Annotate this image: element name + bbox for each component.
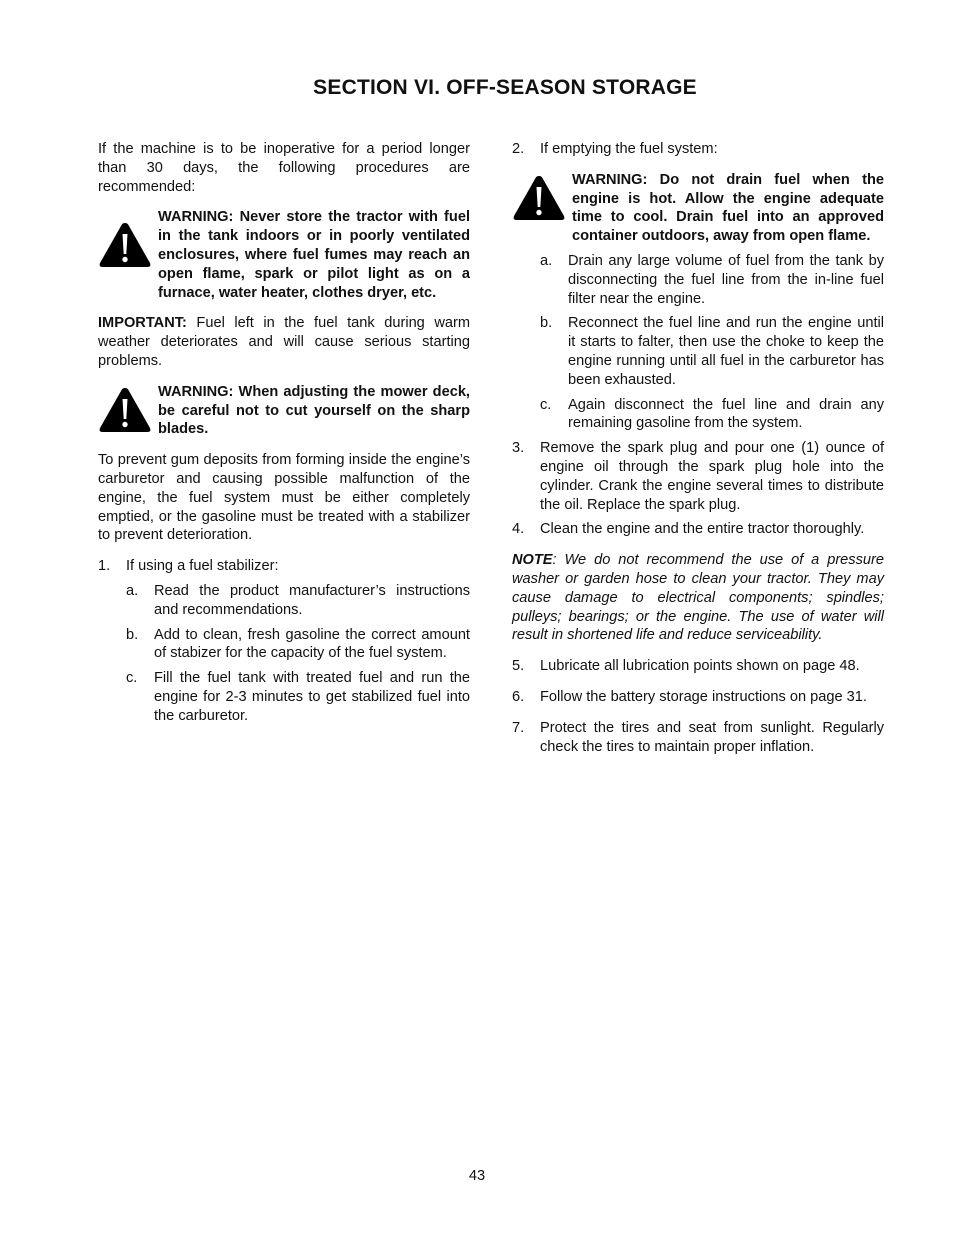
list-number: 7. xyxy=(512,719,525,736)
warning-text: WARNING: When adjusting the mower deck, be careful not to cut yourself on the sharp blades. xyxy=(158,383,470,438)
gum-deposits-paragraph: To prevent gum deposits from forming inside the engine’s carburetor and causing possible malfunction of the engine, the fuel system must be either completely emptied, or the gasoline must be treated with a stabilizer to prevent deterioration. xyxy=(98,452,470,544)
note-text: : We do not recommend the use of a pressure washer or garden hose to clean your tractor. They may cause damage to electrical components; spindles; pulleys; bearings; or the engine. The use of water will result in shortened life and reduce serviceability. xyxy=(512,552,884,644)
sublist xyxy=(98,582,470,726)
page-title: SECTION VI. OFF-SEASON STORAGE xyxy=(313,76,697,99)
page-number: 43 xyxy=(468,1168,486,1184)
important-text: Fuel left in the fuel tank during warm weather deteriorates and will cause serious starting problems. xyxy=(98,315,470,369)
list-text: Lubricate all lubrication points shown on page 48. xyxy=(540,658,860,675)
list-number: 5. xyxy=(512,658,525,675)
left-column xyxy=(98,140,470,732)
sublist-item xyxy=(126,582,470,620)
sublist-letter: b. xyxy=(540,315,553,332)
list-text: Remove the spark plug and pour one (1) ounce of engine oil through the spark plug hole into the cylinder. Crank the engine several times to distribute the oil. Replace the spark plug. xyxy=(540,440,884,513)
sublist-item xyxy=(540,252,884,308)
list-number: 6. xyxy=(512,688,525,705)
warning-text: WARNING: Do not drain fuel when the engine is hot. Allow the engine adequate time to cool. Drain fuel into an approved container outdoors, away from open flame. xyxy=(572,171,884,245)
sublist-item xyxy=(126,669,470,725)
note-paragraph xyxy=(512,551,884,645)
list-text: If emptying the fuel system: xyxy=(540,141,718,157)
list-item xyxy=(512,719,884,757)
list-item xyxy=(512,688,884,707)
warning-triangle-icon xyxy=(512,171,572,222)
list-number: 1. xyxy=(98,558,111,575)
sublist-text: Again disconnect the fuel line and drain any remaining gasoline from the system. xyxy=(568,396,884,432)
list-item xyxy=(98,557,470,576)
list-item xyxy=(512,657,884,676)
important-paragraph xyxy=(98,314,470,370)
sublist-item xyxy=(540,396,884,434)
warning-block-blades xyxy=(98,383,470,439)
right-column xyxy=(512,140,884,762)
list-text: Follow the battery storage instructions on page 31. xyxy=(540,688,867,705)
warning-block-storage xyxy=(98,208,470,302)
sublist-letter: c. xyxy=(540,396,552,413)
sublist-text: Read the product manufacturer’s instructions and recommendations. xyxy=(154,582,470,618)
warning-triangle-icon xyxy=(98,383,158,434)
sublist-letter: b. xyxy=(126,626,139,643)
list-item xyxy=(512,439,884,514)
list-text: Clean the engine and the entire tractor thoroughly. xyxy=(540,521,865,538)
sublist-text: Drain any large volume of fuel from the tank by disconnecting the fuel line from the in-line fuel filter near the engine. xyxy=(568,252,884,307)
intro-paragraph: If the machine is to be inoperative for a period longer than 30 days, the following procedures are recommended: xyxy=(98,141,470,195)
sublist xyxy=(512,252,884,433)
sublist-letter: a. xyxy=(540,252,553,269)
list-item xyxy=(512,140,884,159)
list-number: 2. xyxy=(512,141,525,157)
sublist-text: Reconnect the fuel line and run the engine until it starts to falter, then use the choke to keep the engine running until all fuel in the carburetor has been exhausted. xyxy=(568,315,884,388)
warning-block-drain-fuel xyxy=(512,171,884,246)
list-text: If using a fuel stabilizer: xyxy=(126,558,279,575)
important-label: IMPORTANT: xyxy=(98,315,187,332)
warning-text: WARNING: Never store the tractor with fuel in the tank indoors or in poorly ventilated enclosures, where fuel fumes may reach an open flame, spark or pilot light as on a furnace, water heater, clothes dryer, etc. xyxy=(158,209,470,301)
sublist-text: Fill the fuel tank with treated fuel and run the engine for 2-3 minutes to get stabilized fuel into the carburetor. xyxy=(154,670,470,724)
sublist-text: Add to clean, fresh gasoline the correct amount of stabizer for the capacity of the fuel system. xyxy=(154,626,470,662)
sublist-letter: a. xyxy=(126,582,139,599)
list-text: Protect the tires and seat from sunlight. Regularly check the tires to maintain proper inflation. xyxy=(540,719,884,755)
warning-triangle-icon xyxy=(98,208,158,269)
sublist-item xyxy=(540,314,884,389)
sublist-letter: c. xyxy=(126,670,138,687)
note-label: NOTE xyxy=(512,552,553,569)
list-number: 4. xyxy=(512,521,525,538)
sublist-item xyxy=(126,626,470,664)
list-number: 3. xyxy=(512,440,525,457)
list-item xyxy=(512,520,884,539)
